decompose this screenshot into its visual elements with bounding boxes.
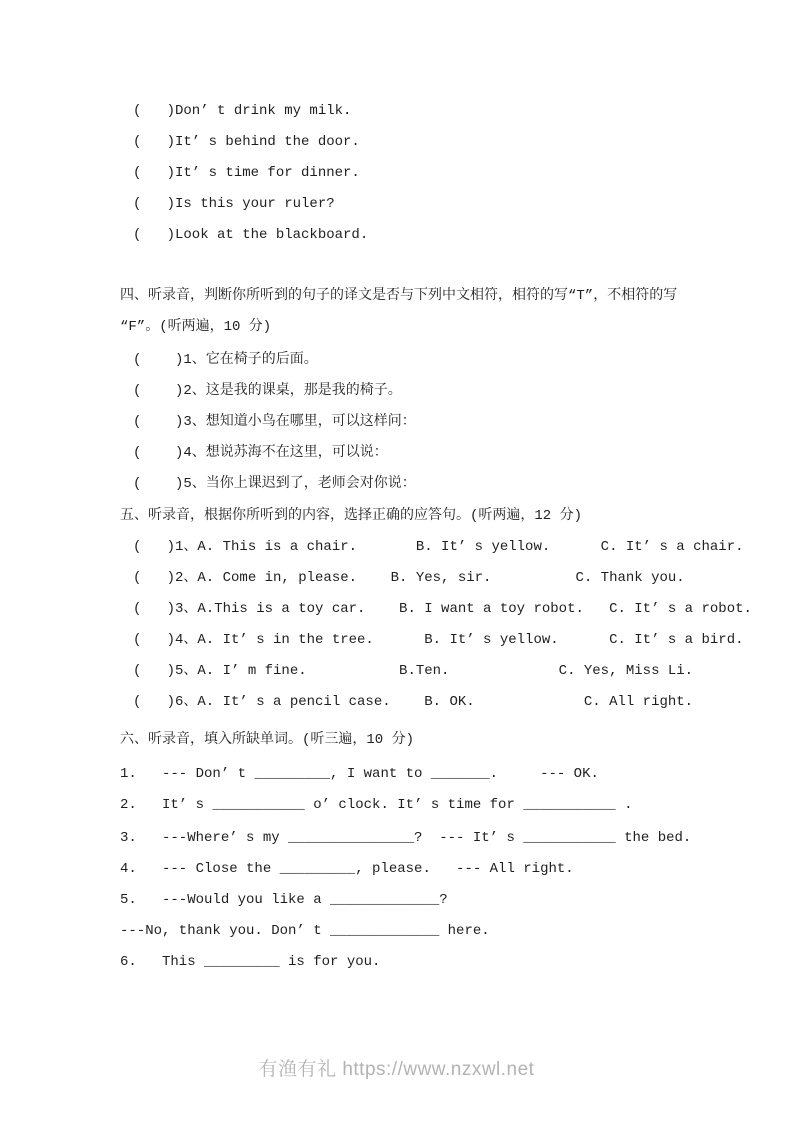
true-false-item: ( )2、这是我的课桌，那是我的椅子。 <box>133 383 402 399</box>
choice-item: ( )6、A. It’ s a pencil case. B. OK. C. All right. <box>133 694 694 710</box>
fill-blank-item: 4. --- Close the _________, please. --- All right. <box>120 861 574 877</box>
listening-sentence-item: ( )Look at the blackboard. <box>133 227 369 243</box>
fill-blank-item: 3. ---Where’ s my _______________? --- It’ s ___________ the bed. <box>120 830 692 846</box>
fill-blank-item: ---No, thank you. Don’ t _____________ here. <box>120 923 490 939</box>
section5-header: 五、听录音，根据你所听到的内容，选择正确的应答句。(听两遍，12 分) <box>120 508 583 524</box>
listening-sentence-item: ( )Don’ t drink my milk. <box>133 103 352 119</box>
listening-sentence-item: ( )Is this your ruler? <box>133 196 335 212</box>
listening-sentence-item: ( )It’ s time for dinner. <box>133 165 360 181</box>
choice-item: ( )1、A. This is a chair. B. It’ s yellow. C. It’ s a chair. <box>133 539 744 555</box>
true-false-item: ( )3、想知道小鸟在哪里，可以这样问： <box>133 414 416 430</box>
listening-sentence-item: ( )It’ s behind the door. <box>133 134 360 150</box>
true-false-item: ( )1、它在椅子的后面。 <box>133 352 318 368</box>
fill-blank-item: 2. It’ s ___________ o’ clock. It’ s time for ___________ . <box>120 797 633 813</box>
section4-header-line1: 四、听录音，判断你所听到的句子的译文是否与下列中文相符，相符的写“T”，不相符的写 <box>120 288 678 304</box>
true-false-item: ( )5、当你上课迟到了，老师会对你说： <box>133 476 416 492</box>
choice-item: ( )5、A. I’ m fine. B.Ten. C. Yes, Miss Li. <box>133 663 694 679</box>
footer-watermark: 有渔有礼 https://www.nzxwl.net <box>258 1059 535 1080</box>
section6-header: 六、听录音，填入所缺单词。(听三遍，10 分) <box>120 732 415 748</box>
choice-item: ( )2、A. Come in, please. B. Yes, sir. C. Thank you. <box>133 570 685 586</box>
section4-header-line2: “F”。(听两遍，10 分) <box>120 319 272 335</box>
fill-blank-item: 1. --- Don’ t _________, I want to _______. --- OK. <box>120 766 599 782</box>
fill-blank-item: 6. This _________ is for you. <box>120 954 381 970</box>
true-false-item: ( )4、想说苏海不在这里，可以说： <box>133 445 388 461</box>
choice-item: ( )4、A. It’ s in the tree. B. It’ s yellow. C. It’ s a bird. <box>133 632 744 648</box>
choice-item: ( )3、A.This is a toy car. B. I want a toy robot. C. It’ s a robot. <box>133 601 752 617</box>
fill-blank-item: 5. ---Would you like a _____________? <box>120 892 448 908</box>
